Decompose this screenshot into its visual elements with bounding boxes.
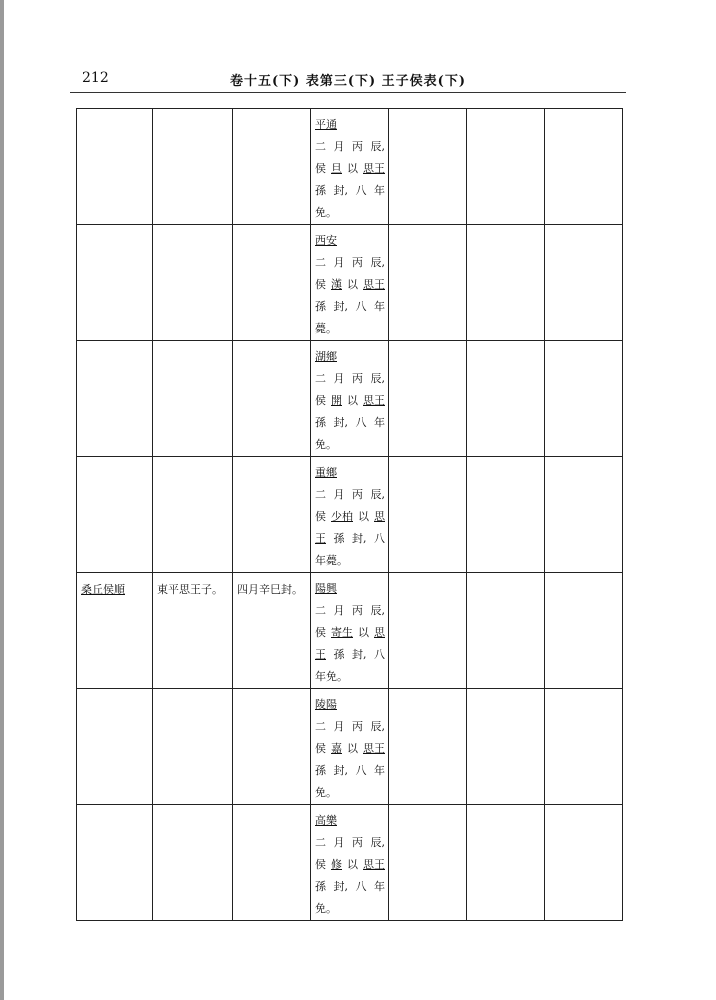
entry-glyph: 以 xyxy=(347,162,358,175)
entry-glyph: 以 xyxy=(358,626,369,639)
entry-glyph: 漢 xyxy=(331,278,342,291)
entry-glyph: 八 xyxy=(374,532,385,545)
entry-glyph: 辰, xyxy=(370,604,385,617)
entry-line3 xyxy=(315,528,385,550)
cell-lineage xyxy=(153,457,233,573)
entry-glyph: 王 xyxy=(315,648,326,661)
cell-empty xyxy=(389,109,467,225)
cell-empty xyxy=(389,689,467,805)
entry-glyph: 封, xyxy=(333,300,348,313)
cell-marquis-name-text xyxy=(77,457,152,463)
entry-glyph: 二 xyxy=(315,604,326,617)
cell-enfeoffment xyxy=(233,689,311,805)
cell-enfeoffment-text: 四月辛巳封。 xyxy=(237,583,303,596)
cell-lineage-text: 東平思王子。 xyxy=(157,583,223,596)
cell-lineage-text xyxy=(153,109,232,115)
cell-enfeoffment-text xyxy=(233,341,310,347)
entry-glyph: 年 xyxy=(374,880,385,893)
entry-glyph: 思 xyxy=(374,510,385,523)
entry-glyph: 辰, xyxy=(370,140,385,153)
cell-marquis-name-text xyxy=(77,225,152,231)
entry-block xyxy=(311,457,388,572)
cell-enfeoffment-text xyxy=(233,225,310,231)
cell-empty xyxy=(389,341,467,457)
cell-empty xyxy=(467,805,545,921)
entry-glyph: 二 xyxy=(315,372,326,385)
cell-enfeoffment xyxy=(233,457,311,573)
cell-lineage-text xyxy=(153,341,232,347)
entry-glyph: 開 xyxy=(331,394,342,407)
entry-glyph: 丙 xyxy=(352,836,363,849)
entry-glyph: 八 xyxy=(355,300,367,313)
cell-lineage xyxy=(153,225,233,341)
entry-glyph: 侯 xyxy=(315,742,326,755)
table-row xyxy=(77,573,623,689)
entry-line1 xyxy=(315,600,385,622)
entry-block xyxy=(311,225,388,340)
entry-glyph: 以 xyxy=(347,278,358,291)
cell-marquis-name xyxy=(77,109,153,225)
entry-glyph: 丙 xyxy=(352,604,363,617)
cell-empty xyxy=(545,689,623,805)
entry-glyph: 丙 xyxy=(352,140,363,153)
entry-glyph: 辰, xyxy=(370,720,385,733)
entry-glyph: 封, xyxy=(352,648,367,661)
entry-glyph: 孫 xyxy=(315,416,326,429)
table-row xyxy=(77,457,623,573)
page-header xyxy=(70,70,626,92)
cell-lineage xyxy=(153,109,233,225)
cell-enfeoffment xyxy=(233,109,311,225)
cell-grandson-entry xyxy=(311,225,389,341)
cell-enfeoffment-text xyxy=(233,109,310,115)
entry-glyph: 侯 xyxy=(315,394,326,407)
entry-glyph: 以 xyxy=(358,510,369,523)
cell-marquis-name-text xyxy=(77,689,152,695)
entry-line2 xyxy=(315,158,385,180)
cell-lineage xyxy=(153,341,233,457)
entry-line3 xyxy=(315,180,385,202)
entry-glyph: 封, xyxy=(333,184,348,197)
entry-glyph: 年 xyxy=(374,764,385,777)
entry-glyph: 孫 xyxy=(333,532,345,545)
entry-glyph: 八 xyxy=(355,184,367,197)
entry-glyph: 封, xyxy=(333,764,348,777)
entry-glyph: 少柏 xyxy=(331,510,353,523)
entry-glyph: 月 xyxy=(333,604,345,617)
entry-fief-name: 西安 xyxy=(315,234,337,247)
cell-empty xyxy=(467,573,545,689)
entry-glyph: 以 xyxy=(347,742,358,755)
cell-enfeoffment-text xyxy=(233,689,310,695)
cell-lineage xyxy=(153,805,233,921)
entry-line3 xyxy=(315,760,385,782)
entry-glyph: 封, xyxy=(333,880,348,893)
entry-glyph: 八 xyxy=(374,648,385,661)
entry-block xyxy=(311,689,388,804)
cell-grandson-entry xyxy=(311,689,389,805)
entry-glyph: 月 xyxy=(333,256,345,269)
entry-glyph: 月 xyxy=(333,720,345,733)
cell-empty xyxy=(389,573,467,689)
entry-fief-name: 高樂 xyxy=(315,814,337,827)
entry-line4: 免。 xyxy=(315,438,337,451)
cell-marquis-name xyxy=(77,573,153,689)
entry-glyph: 孫 xyxy=(315,300,326,313)
entry-glyph: 思王 xyxy=(363,394,385,407)
entry-line3 xyxy=(315,644,385,666)
entry-line1 xyxy=(315,368,385,390)
cell-empty xyxy=(467,689,545,805)
entry-glyph: 月 xyxy=(333,372,345,385)
cell-empty xyxy=(545,109,623,225)
entry-line3 xyxy=(315,296,385,318)
cell-grandson-entry xyxy=(311,341,389,457)
entry-glyph: 孫 xyxy=(315,880,326,893)
entry-glyph: 二 xyxy=(315,140,326,153)
scan-left-edge xyxy=(0,0,4,1000)
entry-glyph: 年 xyxy=(374,416,385,429)
cell-lineage xyxy=(153,573,233,689)
cell-grandson-entry xyxy=(311,109,389,225)
entry-glyph: 二 xyxy=(315,720,326,733)
entry-line2 xyxy=(315,274,385,296)
entry-line4: 免。 xyxy=(315,206,337,219)
entry-glyph: 二 xyxy=(315,836,326,849)
cell-marquis-name xyxy=(77,341,153,457)
entry-glyph: 丙 xyxy=(352,256,363,269)
entry-glyph: 丙 xyxy=(352,720,363,733)
entry-glyph: 思王 xyxy=(363,742,385,755)
entry-glyph: 孫 xyxy=(315,764,326,777)
entry-block xyxy=(311,109,388,224)
entry-glyph: 月 xyxy=(333,836,345,849)
cell-empty xyxy=(467,225,545,341)
entry-line3 xyxy=(315,876,385,898)
entry-glyph: 月 xyxy=(333,140,345,153)
cell-enfeoffment-text xyxy=(233,805,310,811)
cell-grandson-entry xyxy=(311,573,389,689)
header-rule xyxy=(70,92,626,93)
entry-glyph: 以 xyxy=(347,858,358,871)
entry-line2 xyxy=(315,738,385,760)
entry-glyph: 思王 xyxy=(363,162,385,175)
cell-marquis-name xyxy=(77,689,153,805)
entry-glyph: 侯 xyxy=(315,510,326,523)
cell-marquis-name-text: 桑丘侯順 xyxy=(81,583,125,596)
entry-line4: 免。 xyxy=(315,786,337,799)
entry-glyph: 旦 xyxy=(331,162,342,175)
cell-empty xyxy=(389,225,467,341)
table-row xyxy=(77,109,623,225)
entry-glyph: 辰, xyxy=(370,488,385,501)
cell-empty xyxy=(545,805,623,921)
entry-glyph: 二 xyxy=(315,256,326,269)
entry-glyph: 思王 xyxy=(363,278,385,291)
entry-glyph: 年 xyxy=(374,300,385,313)
cell-lineage xyxy=(153,689,233,805)
entry-line1 xyxy=(315,252,385,274)
entry-glyph: 月 xyxy=(333,488,345,501)
entry-glyph: 以 xyxy=(347,394,358,407)
cell-lineage-text xyxy=(153,805,232,811)
entry-line2 xyxy=(315,506,385,528)
entry-line1 xyxy=(315,716,385,738)
cell-empty xyxy=(467,457,545,573)
entry-line1 xyxy=(315,136,385,158)
marquis-table xyxy=(76,108,623,921)
entry-fief-name: 陽興 xyxy=(315,582,337,595)
entry-glyph: 辰, xyxy=(370,372,385,385)
table-row xyxy=(77,225,623,341)
entry-line2 xyxy=(315,854,385,876)
entry-glyph: 侯 xyxy=(315,278,326,291)
entry-glyph: 封, xyxy=(333,416,348,429)
running-title: 卷十五(下) 表第三(下) 王子侯表(下) xyxy=(230,74,466,89)
entry-glyph: 思 xyxy=(374,626,385,639)
cell-marquis-name-text xyxy=(77,341,152,347)
entry-fief-name: 平通 xyxy=(315,118,337,131)
cell-lineage-text xyxy=(153,225,232,231)
entry-fief-name: 陵陽 xyxy=(315,698,337,711)
cell-grandson-entry xyxy=(311,457,389,573)
entry-line4: 免。 xyxy=(315,902,337,915)
entry-glyph: 丙 xyxy=(352,372,363,385)
cell-empty xyxy=(545,225,623,341)
cell-marquis-name xyxy=(77,805,153,921)
entry-glyph: 八 xyxy=(355,880,367,893)
cell-marquis-name xyxy=(77,225,153,341)
entry-block xyxy=(311,805,388,920)
page-number: 212 xyxy=(82,70,109,86)
entry-line4: 薨。 xyxy=(315,322,337,335)
entry-fief-name: 湖鄉 xyxy=(315,350,337,363)
cell-enfeoffment xyxy=(233,341,311,457)
entry-glyph: 辰, xyxy=(370,836,385,849)
entry-line1 xyxy=(315,484,385,506)
cell-empty xyxy=(545,573,623,689)
cell-empty xyxy=(389,457,467,573)
entry-glyph: 孫 xyxy=(333,648,345,661)
entry-glyph: 孫 xyxy=(315,184,326,197)
cell-marquis-name-text xyxy=(77,109,152,115)
entry-line4: 年薨。 xyxy=(315,554,348,567)
entry-glyph: 辰, xyxy=(370,256,385,269)
entry-line3 xyxy=(315,412,385,434)
cell-lineage-text xyxy=(153,689,232,695)
cell-empty xyxy=(545,457,623,573)
entry-glyph: 寄生 xyxy=(331,626,353,639)
entry-block xyxy=(311,573,388,688)
table-row xyxy=(77,341,623,457)
cell-empty xyxy=(467,109,545,225)
cell-grandson-entry xyxy=(311,805,389,921)
entry-glyph: 年 xyxy=(374,184,385,197)
entry-glyph: 侯 xyxy=(315,858,326,871)
cell-enfeoffment xyxy=(233,805,311,921)
entry-block xyxy=(311,341,388,456)
cell-empty xyxy=(467,341,545,457)
entry-line4: 年免。 xyxy=(315,670,348,683)
entry-glyph: 二 xyxy=(315,488,326,501)
entry-glyph: 八 xyxy=(355,416,367,429)
entry-glyph: 王 xyxy=(315,532,326,545)
entry-glyph: 侯 xyxy=(315,626,326,639)
entry-line1 xyxy=(315,832,385,854)
cell-empty xyxy=(389,805,467,921)
entry-glyph: 八 xyxy=(355,764,367,777)
cell-enfeoffment xyxy=(233,225,311,341)
entry-glyph: 丙 xyxy=(352,488,363,501)
entry-line2 xyxy=(315,622,385,644)
entry-glyph: 封, xyxy=(352,532,367,545)
entry-fief-name: 重鄉 xyxy=(315,466,337,479)
entry-glyph: 思王 xyxy=(363,858,385,871)
cell-empty xyxy=(545,341,623,457)
cell-marquis-name xyxy=(77,457,153,573)
cell-lineage-text xyxy=(153,457,232,463)
cell-enfeoffment xyxy=(233,573,311,689)
entry-line2 xyxy=(315,390,385,412)
cell-enfeoffment-text xyxy=(233,457,310,463)
entry-glyph: 侯 xyxy=(315,162,326,175)
table-row xyxy=(77,689,623,805)
entry-glyph: 修 xyxy=(331,858,342,871)
table-row xyxy=(77,805,623,921)
cell-marquis-name-text xyxy=(77,805,152,811)
entry-glyph: 嘉 xyxy=(331,742,342,755)
